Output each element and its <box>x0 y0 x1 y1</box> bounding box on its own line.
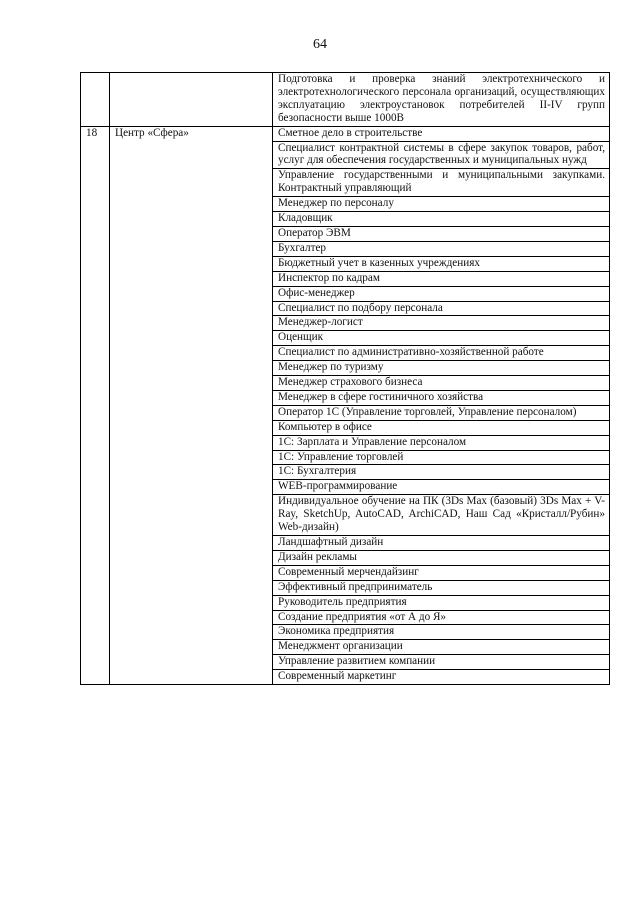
course-name: Оператор 1С (Управление торговлей, Управление персоналом) <box>273 405 610 420</box>
organization-cell <box>110 73 273 127</box>
course-name: Современный мерчендайзинг <box>273 565 610 580</box>
course-name: Специалист по административно-хозяйственной работе <box>273 346 610 361</box>
course-name: Бюджетный учет в казенных учреждениях <box>273 256 610 271</box>
course-name: Менеджер в сфере гостиничного хозяйства <box>273 390 610 405</box>
number-cell <box>81 73 110 127</box>
course-name: 1С: Зарплата и Управление персоналом <box>273 435 610 450</box>
course-name: Современный маркетинг <box>273 670 610 685</box>
course-name: Оценщик <box>273 331 610 346</box>
course-name: Инспектор по кадрам <box>273 271 610 286</box>
course-name: Кладовщик <box>273 212 610 227</box>
course-name: 1С: Бухгалтерия <box>273 465 610 480</box>
course-cell: Подготовка и проверка знаний электротехнического и электротехнологического персонала организаций, осуществляющих эксплуатацию электроустановок потребителей II-IV групп безопасности выше 1000В <box>273 73 610 127</box>
course-name: Менеджер страхового бизнеса <box>273 376 610 391</box>
page-number: 64 <box>313 37 327 52</box>
course-name: Специалист по подбору персонала <box>273 301 610 316</box>
course-name: Менеджмент организации <box>273 640 610 655</box>
table-row <box>81 126 610 141</box>
table-row <box>81 73 610 127</box>
course-name: Эффективный предприниматель <box>273 580 610 595</box>
course-name: Офис-менеджер <box>273 286 610 301</box>
course-name: WEB-программирование <box>273 480 610 495</box>
course-name: Индивидуальное обучение на ПК (3Ds Max (базовый) 3Ds Max + V-Ray, SketchUp, AutoCAD, ArchiCAD, Наш Сад «Кристалл/Рубин» Web-дизайн) <box>273 495 610 536</box>
course-name: Компьютер в офисе <box>273 420 610 435</box>
course-name: Специалист контрактной системы в сфере закупок товаров, работ, услуг для обеспечения государственных и муниципальных нужд <box>273 141 610 169</box>
course-name: 1С: Управление торговлей <box>273 450 610 465</box>
courses-table-body <box>81 73 610 685</box>
organization-name: Центр «Сфера» <box>110 126 273 684</box>
course-name: Менеджер-логист <box>273 316 610 331</box>
course-name: Экономика предприятия <box>273 625 610 640</box>
entry-number: 18 <box>81 126 110 684</box>
course-name: Управление развитием компании <box>273 655 610 670</box>
courses-table <box>80 72 610 685</box>
course-name: Управление государственными и муниципальными закупками. Контрактный управляющий <box>273 169 610 197</box>
course-name: Создание предприятия «от А до Я» <box>273 610 610 625</box>
course-name: Менеджер по персоналу <box>273 197 610 212</box>
course-name: Бухгалтер <box>273 241 610 256</box>
course-name: Менеджер по туризму <box>273 361 610 376</box>
course-name: Руководитель предприятия <box>273 595 610 610</box>
course-name: Дизайн рекламы <box>273 550 610 565</box>
course-name: Оператор ЭВМ <box>273 226 610 241</box>
course-name: Ландшафтный дизайн <box>273 536 610 551</box>
course-name: Сметное дело в строительстве <box>273 126 610 141</box>
